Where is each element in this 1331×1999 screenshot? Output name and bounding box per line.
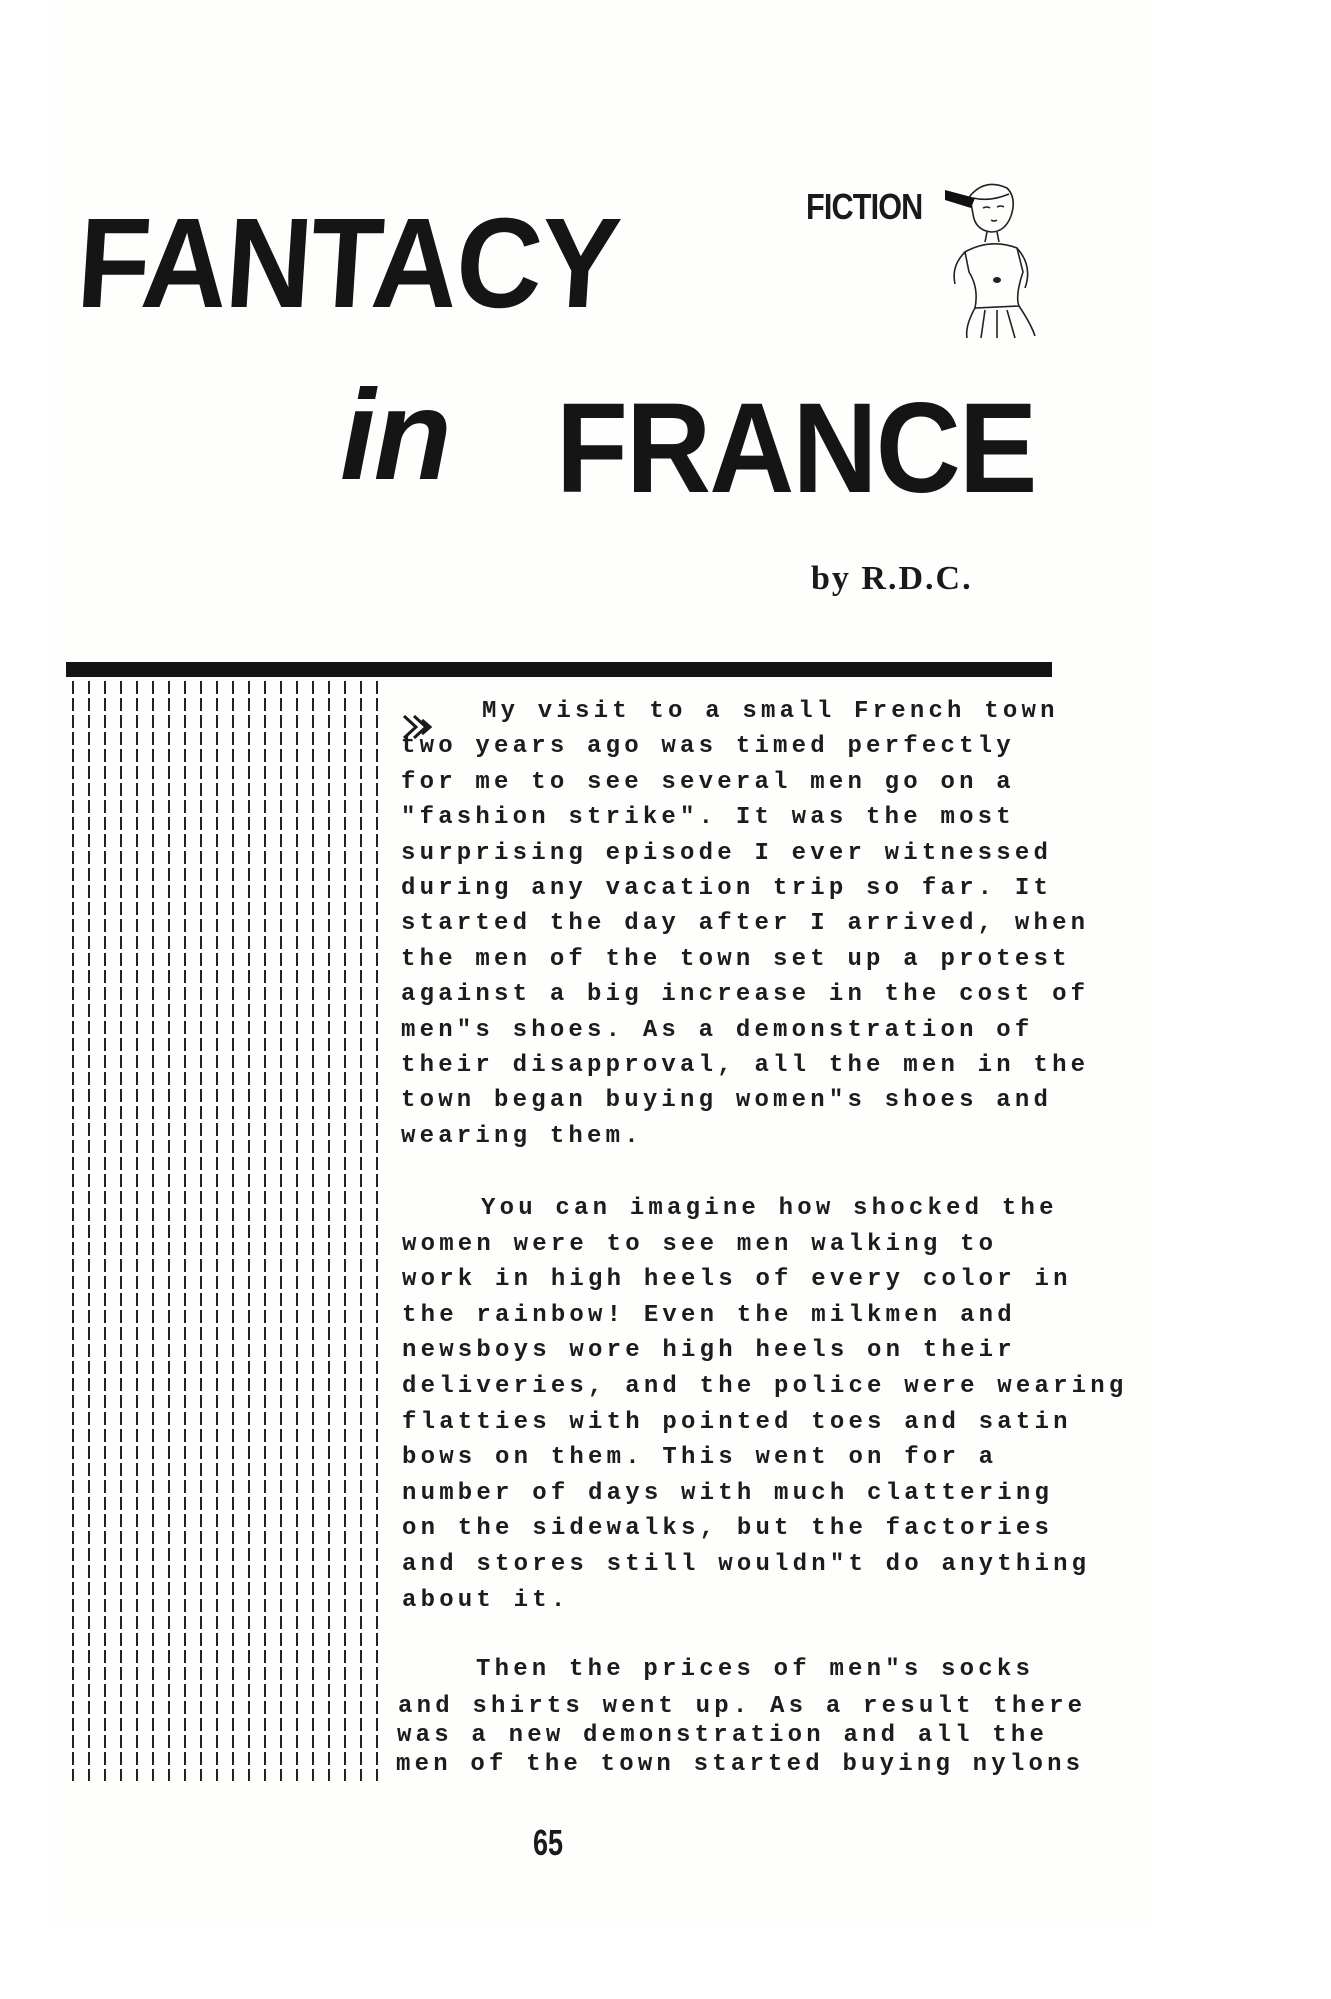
text-line: newsboys wore high heels on their (402, 1337, 1016, 1365)
text-line: and shirts went up. As a result there (398, 1693, 1087, 1720)
text-line: and stores still wouldn"t do anything (402, 1551, 1091, 1578)
text-line: work in high heels of every color in (402, 1266, 1072, 1294)
horizontal-rule (66, 662, 1052, 677)
text-line: for me to see several men go on a (401, 768, 1015, 796)
text-line: wearing them. (401, 1122, 643, 1150)
byline: by R.D.C. (811, 560, 973, 597)
text-line: deliveries, and the police were wearing (402, 1373, 1128, 1400)
page-number: 65 (533, 1822, 564, 1863)
text-line: was a new demonstration and all the (397, 1722, 1049, 1749)
text-line: number of days with much clattering (402, 1479, 1054, 1507)
text-line: You can imagine how shocked the (481, 1195, 1058, 1222)
text-line: town began buying women"s shoes and (401, 1087, 1053, 1115)
text-line: the rainbow! Even the milkmen and (402, 1301, 1016, 1329)
text-line: on the sidewalks, but the factories (402, 1515, 1054, 1543)
text-line: against a big increase in the cost of (401, 981, 1090, 1009)
title-fantacy: FANTACY (73, 192, 623, 335)
text-line: flatties with pointed toes and satin (402, 1408, 1072, 1436)
text-line: the men of the town set up a protest (401, 945, 1071, 973)
text-line: men"s shoes. As a demonstration of (401, 1016, 1034, 1044)
text-line: about it. (402, 1586, 570, 1614)
section-label: FICTION (806, 186, 923, 227)
text-line: My visit to a small French town (482, 698, 1059, 725)
text-line: Then the prices of men"s socks (476, 1656, 1035, 1683)
text-line: men of the town started buying nylons (396, 1751, 1085, 1778)
text-line: bows on them. This went on for a (402, 1444, 998, 1472)
woman-sketch-illustration (945, 176, 1055, 341)
text-line: two years ago was timed perfectly (401, 733, 1015, 761)
text-line: started the day after I arrived, when (401, 910, 1090, 938)
text-line: "fashion strike". It was the most (401, 804, 1015, 832)
text-line: during any vacation trip so far. It (401, 875, 1053, 902)
title-in: in (340, 364, 450, 507)
text-line: women were to see men walking to (402, 1230, 998, 1258)
title-france: FRANCE (556, 377, 1036, 520)
decorative-hatch-column (66, 681, 384, 1781)
text-line: surprising episode I ever witnessed (401, 839, 1053, 867)
text-line: their disapproval, all the men in the (401, 1052, 1090, 1079)
